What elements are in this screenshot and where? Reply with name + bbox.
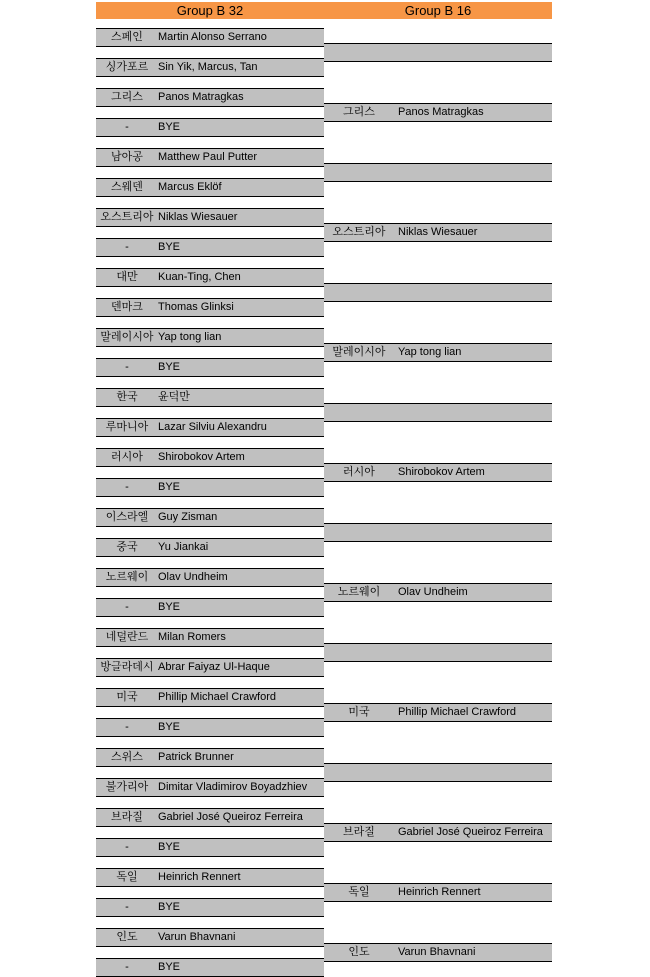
round-32-country: 불가리아 <box>105 781 149 793</box>
round-32-slot[interactable] <box>96 58 324 77</box>
round-32-country: 방글라데시 <box>100 661 154 673</box>
round-32-slot[interactable] <box>96 778 324 797</box>
round-32-player: Phillip Michael Crawford <box>158 691 276 703</box>
round-16-country: 오스트리아 <box>332 226 386 238</box>
round-16-slot[interactable] <box>324 883 552 902</box>
round-16-slot[interactable] <box>324 523 552 542</box>
round-16-country: 말레이시아 <box>332 346 386 358</box>
round-32-player: Panos Matragkas <box>158 91 244 103</box>
round-16-country: 브라질 <box>343 826 375 838</box>
round-32-country: 남아공 <box>111 151 143 163</box>
round-32-slot[interactable] <box>96 268 324 287</box>
round-16-country: 미국 <box>348 706 370 718</box>
round-16-player: Phillip Michael Crawford <box>398 706 516 718</box>
round-32-player: Dimitar Vladimirov Boyadzhiev <box>158 781 308 793</box>
round-32-country: - <box>125 481 129 493</box>
round-32-header: Group B 32 <box>96 2 324 19</box>
round-32-player: Sin Yik, Marcus, Tan <box>158 61 258 73</box>
round-32-player: Matthew Paul Putter <box>158 151 258 163</box>
round-16-slot[interactable] <box>324 163 552 182</box>
round-32-player: Shirobokov Artem <box>158 451 245 463</box>
round-32-player: BYE <box>158 901 181 913</box>
round-32-slot[interactable] <box>96 718 324 737</box>
round-32-slot[interactable] <box>96 868 324 887</box>
round-32-country: 노르웨이 <box>105 571 149 583</box>
bracket-header <box>0 0 650 20</box>
round-32-country: 스페인 <box>111 31 143 43</box>
round-32-player: Gabriel José Queiroz Ferreira <box>158 811 303 823</box>
round-32-slot[interactable] <box>96 298 324 317</box>
round-32-slot[interactable] <box>96 808 324 827</box>
round-32-country: 네덜란드 <box>105 631 149 643</box>
round-32-slot[interactable] <box>96 418 324 437</box>
round-32-country: 덴마크 <box>111 301 143 313</box>
round-32-player: Varun Bhavnani <box>158 931 236 943</box>
round-32-slot[interactable] <box>96 238 324 257</box>
round-32-country: - <box>125 961 129 973</box>
round-32-player: 윤덕만 <box>158 391 190 403</box>
round-16-header: Group B 16 <box>324 2 552 19</box>
round-32-slot[interactable] <box>96 118 324 137</box>
round-32-player: Olav Undheim <box>158 571 228 583</box>
round-32-slot[interactable] <box>96 658 324 677</box>
round-16-country: 독일 <box>348 886 370 898</box>
round-32-slot[interactable] <box>96 958 324 977</box>
round-32-country: 중국 <box>116 541 138 553</box>
round-32-player: BYE <box>158 841 181 853</box>
round-32-country: - <box>125 721 129 733</box>
round-32-slot[interactable] <box>96 598 324 617</box>
round-32-player: Yu Jiankai <box>158 541 209 553</box>
round-16-player: Niklas Wiesauer <box>398 226 478 238</box>
round-32-country: 스위스 <box>111 751 143 763</box>
round-32-country: 미국 <box>116 691 138 703</box>
round-32-country: - <box>125 121 129 133</box>
round-16-slot[interactable] <box>324 703 552 722</box>
round-32-country: 스웨덴 <box>111 181 143 193</box>
round-32-player: Thomas Glinksi <box>158 301 234 313</box>
round-32-slot[interactable] <box>96 898 324 917</box>
round-16-player: Heinrich Rennert <box>398 886 481 898</box>
round-32-slot[interactable] <box>96 748 324 767</box>
round-32-country: - <box>125 841 129 853</box>
round-32-player: Heinrich Rennert <box>158 871 241 883</box>
round-32-player: BYE <box>158 121 181 133</box>
round-32-player: Kuan-Ting, Chen <box>158 271 241 283</box>
round-16-country: 노르웨이 <box>337 586 381 598</box>
round-32-player: Niklas Wiesauer <box>158 211 238 223</box>
round-16-slot[interactable] <box>324 763 552 782</box>
round-32-country: - <box>125 241 129 253</box>
round-32-country: 브라질 <box>111 811 143 823</box>
round-32-slot[interactable] <box>96 208 324 227</box>
round-32-player: Abrar Faiyaz Ul-Haque <box>158 661 270 673</box>
round-32-country: 말레이시아 <box>100 331 154 343</box>
round-32-country: 싱가포르 <box>105 61 149 73</box>
round-16-country: 러시아 <box>343 466 375 478</box>
round-32-player: Martin Alonso Serrano <box>158 31 267 43</box>
round-32-country: 한국 <box>116 391 138 403</box>
round-32-player: Patrick Brunner <box>158 751 234 763</box>
round-32-country: 인도 <box>116 931 138 943</box>
round-32-country: 루마니아 <box>105 421 149 433</box>
round-16-slot[interactable] <box>324 463 552 482</box>
round-32-player: BYE <box>158 361 181 373</box>
round-32-country: 독일 <box>116 871 138 883</box>
round-32-slot[interactable] <box>96 928 324 947</box>
round-32-player: BYE <box>158 721 181 733</box>
round-32-slot[interactable] <box>96 88 324 107</box>
round-32-player: BYE <box>158 961 181 973</box>
round-32-country: 오스트리아 <box>100 211 154 223</box>
round-16-country: 인도 <box>348 946 370 958</box>
round-32-slot[interactable] <box>96 838 324 857</box>
round-16-slot[interactable] <box>324 643 552 662</box>
round-16-slot[interactable] <box>324 583 552 602</box>
round-32-slot[interactable] <box>96 688 324 707</box>
round-16-player: Gabriel José Queiroz Ferreira <box>398 826 543 838</box>
round-32-slot[interactable] <box>96 478 324 497</box>
round-16-player: Shirobokov Artem <box>398 466 485 478</box>
round-16-slot[interactable] <box>324 283 552 302</box>
round-32-player: BYE <box>158 241 181 253</box>
round-16-player: Yap tong lian <box>398 346 462 358</box>
round-32-slot[interactable] <box>96 328 324 347</box>
round-32-country: - <box>125 901 129 913</box>
round-32-player: Lazar Silviu Alexandru <box>158 421 267 433</box>
round-16-player: Panos Matragkas <box>398 106 484 118</box>
round-32-slot[interactable] <box>96 358 324 377</box>
round-16-slot[interactable] <box>324 343 552 362</box>
round-32-player: BYE <box>158 601 181 613</box>
round-16-slot[interactable] <box>324 43 552 62</box>
round-32-slot[interactable] <box>96 178 324 197</box>
round-32-player: BYE <box>158 481 181 493</box>
round-32-slot[interactable] <box>96 448 324 467</box>
round-32-country: 그리스 <box>111 91 143 103</box>
round-32-player: Milan Romers <box>158 631 226 643</box>
round-16-slot[interactable] <box>324 943 552 962</box>
round-16-slot[interactable] <box>324 103 552 122</box>
round-32-slot[interactable] <box>96 388 324 407</box>
round-16-slot[interactable] <box>324 403 552 422</box>
round-32-country: 대만 <box>116 271 138 283</box>
round-32-slot[interactable] <box>96 628 324 647</box>
round-16-player: Varun Bhavnani <box>398 946 476 958</box>
round-32-country: - <box>125 601 129 613</box>
round-16-slot[interactable] <box>324 823 552 842</box>
round-16-country: 그리스 <box>343 106 375 118</box>
round-16-slot[interactable] <box>324 223 552 242</box>
round-32-slot[interactable] <box>96 508 324 527</box>
round-32-player: Marcus Eklöf <box>158 181 222 193</box>
round-32-country: - <box>125 361 129 373</box>
round-32-slot[interactable] <box>96 538 324 557</box>
round-32-slot[interactable] <box>96 148 324 167</box>
round-16-player: Olav Undheim <box>398 586 468 598</box>
round-32-country: 러시아 <box>111 451 143 463</box>
round-32-country: 이스라엘 <box>105 511 149 523</box>
round-32-slot[interactable] <box>96 28 324 47</box>
round-32-slot[interactable] <box>96 568 324 587</box>
round-32-player: Yap tong lian <box>158 331 222 343</box>
round-32-player: Guy Zisman <box>158 511 218 523</box>
